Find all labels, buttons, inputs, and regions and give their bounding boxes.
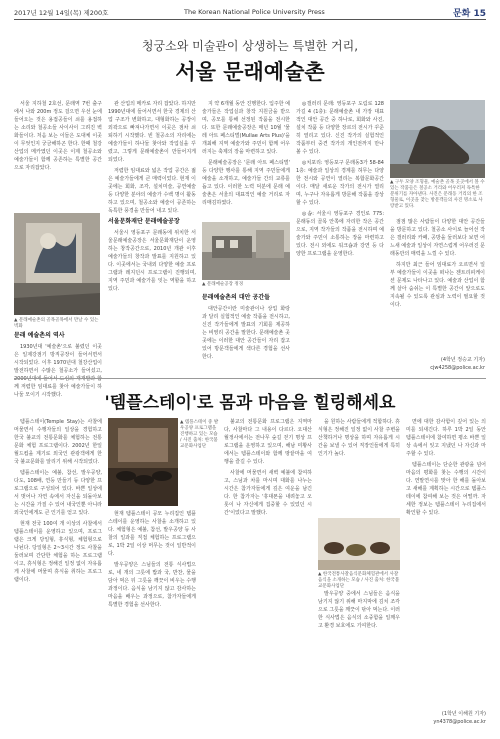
paragraph: 서울 지하철 2호선, 문래역 7번 출구에서 나와 200m 정도 걸으면 우선 눈에 들어오는 것은 용접공들이 쇠를 용접하는 소리와 철공소들 사이사이 그려진 벽화들이다. 처음 보는 이들은 도대체 이곳이 무엇인지 궁금해하곤 한다. 한때 철강산업의 메카였던 이곳은 이제 철공소와 예술가들이 함께 공존하는 특별한 공간으로 자리잡았다. — [14, 101, 102, 171]
article1-column-3 — [202, 100, 290, 218]
paragraph: 발우공양은 스님들의 전통 식사법으로, 네 개의 그릇에 밥과 국, 반찬, 물을 담아 먹은 뒤 그릇을 깨끗이 비우는 수행 과정이다. 음식을 남기지 않고 감사하는 마음을 배우는 과정으로, 참가자들에게 특별한 경험을 선사한다. — [108, 562, 196, 608]
temple-food-caption: ▲ 한국전통사찰음식문화체험관에서 사찰음식을 소개하는 모습 / 사진 출처: 한국불교문화사업단 — [318, 572, 400, 589]
section-heading: 문래 예술촌의 역사 — [14, 332, 65, 339]
article1-byline: (4학년 정승교 기자) cjw4258@police.ac.kr — [430, 357, 485, 371]
section-heading: 서울문화재단 문래예술공장 — [108, 218, 180, 225]
shoe-sculpture-caption: ▲ 구두 모양 조형물, 예술촌 골목 곳곳에서 볼 수 있는 작품들은 철공소 거리와 어우러져 독특한 분위기를 자아낸다. 사진은 문래동 거리의 한 조형물로, 이곳을 찾는 방문객들의 사진 명소로 사랑받고 있다. — [390, 180, 485, 209]
paragraph: 대안공간이란 미술관이나 상업 화랑과 달리 실험적인 예술 작품을 전시하고, 신진 작가들에게 발표의 기회를 제공하는 비영리 공간을 말한다. 문래예술촌 곳곳에는 이러한 대안 공간들이 자리 잡고 있어 방문객들에게 색다른 경험을 선사한다. — [202, 306, 290, 360]
article1-subtitle: 청궁소와 미술관이 상생하는 특별한 거리, — [141, 39, 359, 53]
paragraph: 현재 템플스테이 공모 누리집인 템플스테이를 운영하는 사찰을 소개하고 있다. 체험형은 예불, 참선, 발우공양 등 사찰의 일과를 직접 체험하는 프로그램으로, 1박 2일 이상 머무는 것이 일반적이다. — [108, 511, 196, 557]
paragraph: 현재 전국 100여 개 이상의 사찰에서 템플스테이를 운영하고 있으며, 프로그램은 크게 당일형, 휴식형, 체험형으로 나뉜다. 당일형은 2~3시간 정도 사찰을 둘러보며 간단한 체험을 하는 프로그램이고, 휴식형은 정해진 일정 없이 자유롭게 사찰에 머물며 휴식을 취하는 프로그램이다. — [14, 521, 102, 583]
paragraph: 템플스테이(Temple Stay)는 사찰에 머물면서 수행자들의 일상을 경험하고 한국 불교의 전통문화를 체험하는 전통 문화 체험 프로그램이다. 2002년 한일 월드컵을 계기로 외국인 관광객에게 한국 불교문화를 알리기 위해 시작되었다. — [14, 419, 102, 465]
article1-column-4 — [296, 100, 384, 374]
section-label: 문화 15 — [452, 9, 486, 19]
article1-column-2 — [108, 100, 196, 372]
article1-title: 서울 문래예술촌 — [175, 60, 325, 84]
mural-caption: ▲ 문래예술촌의 골목골목에서 만날 수 있는 벽화 — [14, 318, 99, 329]
art-factory-photo — [202, 222, 290, 280]
paragraph: 템플스테이는 예불, 참선, 발우공양, 다도, 108배, 연등 만들기 등 다양한 프로그램으로 구성되어 있다. 바쁜 일상에서 벗어나 자연 속에서 자신을 되돌아보는 시간을 가질 수 있어 내국인뿐 아니라 외국인에게도 큰 인기를 얻고 있다. — [14, 470, 102, 516]
paragraph: 관 산업의 메카로 자리 잡았다. 하지만 1990년대에 들어서면서 한국 경제의 산업 구조가 변화하고, 대형화하는 공장이 외곽으로 빠져나가면서 이곳은 점차 쇠퇴하기 시작했다. 빈 철공소의 자리에는 예술가들이 하나둘 찾아와 작업실을 꾸렸고, 그렇게 문래예술촌이 만들어지게 되었다. — [108, 101, 196, 163]
paragraph: 하지만 최근 들어 임대료가 오르면서 일부 예술가들이 이곳을 떠나는 젠트리피케이션 문제도 나타나고 있다. 예술과 산업이 함께 살아 숨쉬는 이 특별한 공간이 앞으로도 지속될 수 있도록 관심과 노력이 필요할 것이다. — [390, 262, 485, 308]
article2-title: '템플스테이'로 몸과 마음을 힐링해세요 — [104, 393, 396, 413]
paragraph: 문래예술공장은 '문래 아트 페스티벌' 등 다양한 행사를 통해 지역 주민들에게 예술을 소개하고, 예술가들 간의 교류를 돕고 있다. 이러한 노력 덕분에 문래 예술촌은 서울의 대표적인 예술 거리로 자리매김하였다. — [202, 160, 290, 206]
paragraph: 지 약 6개월 동안 진행한다. 입주한 예술가들은 작업실과 창작 지원금을 받으며, 공모를 통해 선정된 작품을 전시한다. 또한 문래예술공장은 매년 10월 '물레 아트 페스티벌(Mullae Arts Plus)'을 개최해 지역 예술가와 주민이 함께 어우러지는 축제의 장을 마련하고 있다. — [202, 101, 290, 155]
paragraph: 템플스테이는 단순한 관광을 넘어 마음의 평화를 찾는 수행의 시간이다. 연말연시를 맞아 한 해를 돌아보고 새해를 계획하는 시간으로 템플스테이에 참여해 보는 것은 어떨까. 자세한 정보는 템플스테이 누리집에서 확인할 수 있다. — [406, 462, 486, 516]
shoe-sculpture-photo — [390, 100, 485, 178]
page-header — [14, 6, 486, 18]
article1-column-5 — [390, 218, 485, 354]
paper-name: The Korean National Police University Press — [184, 8, 325, 16]
paragraph: ◎치포리: 영등포구 문래동3가 58-84 1층: 예술과 일상의 경계를 허무는 다양한 전시와 공연이 열리는 복합문화공간이다. 매달 새로운 작가의 전시가 열리며, 누구나 자유롭게 방문해 작품을 감상할 수 있다. — [296, 160, 384, 206]
article-divider — [14, 378, 486, 379]
paragraph: ◎솜: 서울시 영등포구 경인로 775: 문래동의 골목 안쪽에 자리한 작은 공간으로, 지역 작가들의 작품을 전시하며 예술가와 주민이 소통하는 장을 마련하고 있다. 전시 외에도 워크숍과 강연 등 다양한 프로그램을 운영한다. — [296, 211, 384, 257]
issue-date: 2017년 12월 14일(목) 제200호 — [14, 9, 109, 17]
paragraph: ◎갤러리 문래: 영등포구 도림로 128가길 4 (1층): 문래예술촌 내 가장 대표적인 대안 공간 중 하나로, 회화와 사진, 설치 작품 등 다양한 장르의 전시가 꾸준히 열리고 있다. 신진 작가의 실험적인 작품부터 중견 작가의 개인전까지 만나볼 수 있다. — [296, 101, 384, 155]
temple-meal-photo — [108, 418, 178, 506]
paragraph: 불교의 전통문화 프로그램은 지역마다, 사찰마다 그 내용이 다르다. 오대산 월정사에서는 전나무 숲길 걷기 명상 프로그램을 운영하고 있으며, 해남 미황사에서는 템플스테이와 함께 땅끝마을 여행을 즐길 수 있다. — [224, 419, 312, 465]
mural-photo — [14, 213, 100, 315]
paragraph: 저렴한 임대료와 넓은 작업 공간은 젊은 예술가들에게 큰 매력이었다. 현재 이곳에는 회화, 조각, 설치미술, 공연예술 등 다양한 분야의 예술가 수백 명이 활동하고 있으며, 철공소와 예술이 공존하는 독특한 풍경을 만들어 내고 있다. — [108, 168, 196, 214]
article2-column-5 — [406, 418, 486, 708]
article1-column-1b — [14, 330, 102, 398]
art-factory-caption: ▲ 문래예술공장 정경 — [202, 282, 244, 287]
header-rule — [14, 19, 486, 20]
paragraph: 사찰에 머물면서 새벽 예불에 참여하고, 스님과 차를 마시며 대화를 나누는 시간은 참가자들에게 깊은 여운을 남긴다. 한 참가자는 '휴대폰을 내려놓고 오롯이 나 자신에게 집중할 수 있었던 시간'이었다고 말했다. — [224, 470, 312, 516]
paragraph: 1930년대 '예술촌'으로 불렸던 이곳은 일제강점기 방직공장이 들어서면서 시작되었다. 이후 1970년대 철강산업이 발전하면서 수많은 철공소가 들어섰고, 2000년대에 들어서 도심의 재개발과 함께 저렴한 임대료를 찾아 예술가들이 하나둘 모이기 시작했다. — [14, 344, 102, 398]
paragraph: 면에 대한 감사함이 깊어 있는 의미를 되새긴다. 하루 1박 2일 동안 템플스테이에 참여하면 평소 바쁜 일상 속에서 잊고 지냈던 나 자신과 마주할 수 있다. — [406, 419, 486, 457]
paragraph: 서울시 영등포구 문래동에 위치한 서울문래예술공장은 서울문화재단이 운영하는 창작공간으로, 2010년 개관 이후 예술가들의 창작과 발표를 지원하고 있다. 이곳에서는 국내외 다양한 예술 프로그램과 레지던시 프로그램이 진행되며, 지역 주민과 예술가를 잇는 역할을 하고 있다. — [108, 230, 196, 292]
paragraph: 점점 많은 사람들이 다양한 대안 공간들을 방문하고 있다. 철공소 사이로 늘어선 작은 갤러리와 카페, 공방을 둘러보다 보면 어느새 예술과 일상이 자연스럽게 어우러진 문래동만의 매력을 느낄 수 있다. — [390, 219, 485, 257]
article2-column-4 — [318, 418, 400, 514]
paragraph: 을 원하는 사람들에게 적합하다. 휴식형은 정해진 일정 없이 사찰 주변을 산책하거나 명상을 하며 자유롭게 시간을 보낼 수 있어 직장인들에게 특히 인기가 높다. — [318, 419, 400, 457]
article1-column-1 — [14, 100, 102, 212]
article2-column-1 — [14, 418, 102, 724]
article2-byline: (1학년 이해원 기자) yn4378@police.ac.kr — [433, 711, 486, 725]
article2-column-4b — [318, 590, 400, 724]
article1-column-3b — [202, 292, 290, 374]
paragraph: 발우공양 중에서 스님들은 음식을 남기지 않기 위해 마지막에 김치 조각으로 그릇을 깨끗이 닦아 먹는다. 이러한 식사법은 음식의 소중함을 일깨우고 환경 보호에도 기여한다. — [318, 591, 400, 629]
article2-column-3 — [224, 418, 312, 724]
temple-meal-caption: ▲ 템플스테이 중 발우공양 프로그램을 진행하고 있는 모습 / 사진 출처: 한국불교문화사업단 — [180, 420, 219, 449]
article2-column-2 — [108, 510, 196, 724]
temple-food-photo — [318, 518, 400, 570]
section-heading: 문래예술촌의 대안 공간들 — [202, 294, 270, 301]
